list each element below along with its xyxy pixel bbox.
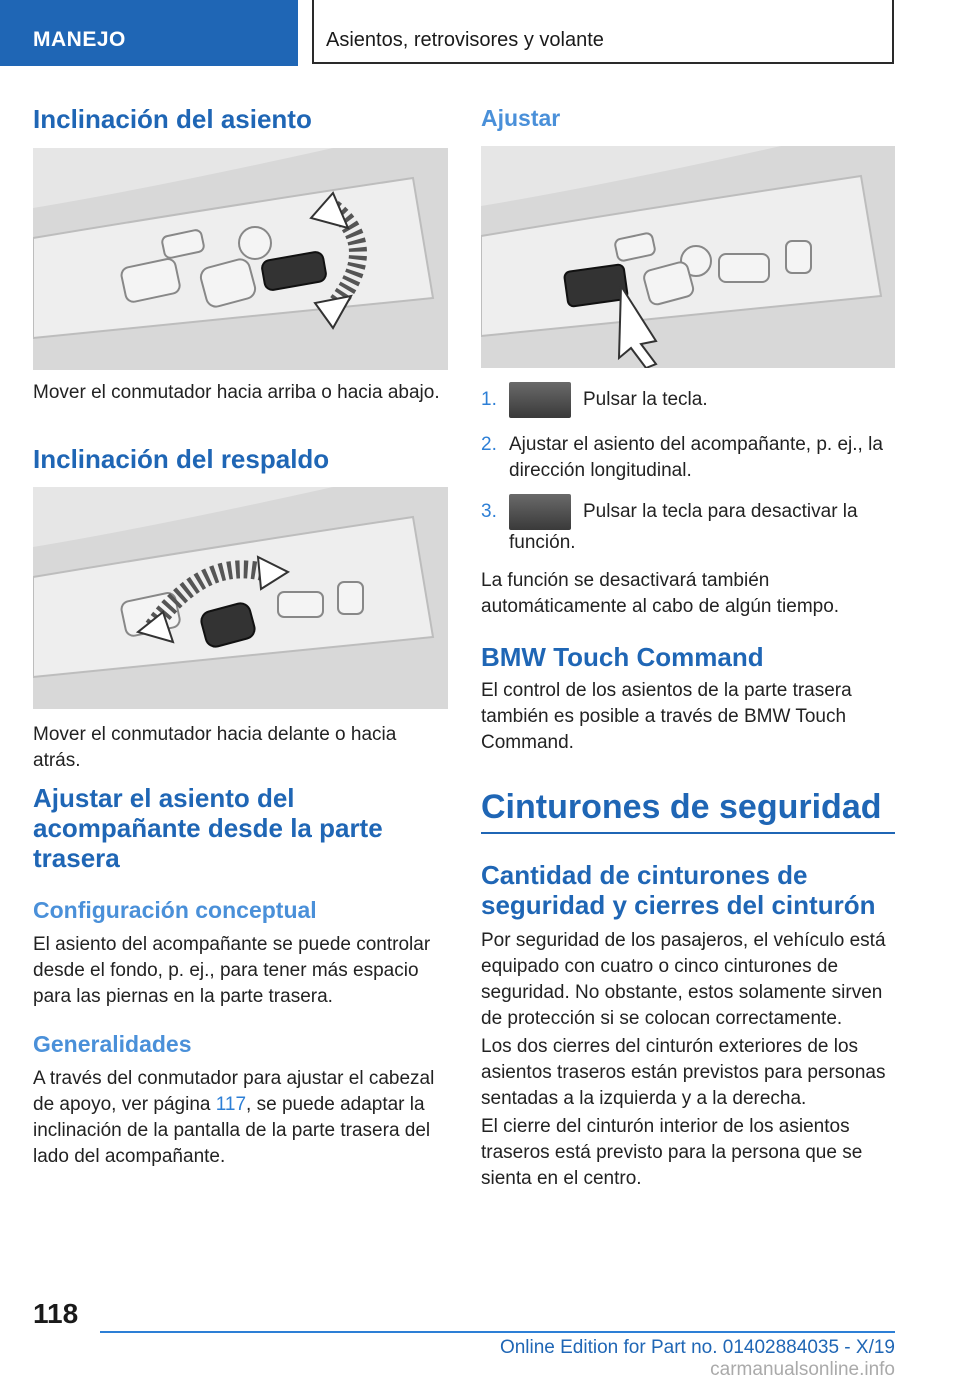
header-chapter-box	[312, 0, 894, 64]
footer-edition: Online Edition for Part no. 01402884035 - X/19 carmanualsonline.info	[499, 1337, 895, 1380]
page-number: 118	[33, 1298, 79, 1329]
heading-touch-command: BMW Touch Command	[481, 642, 764, 672]
heading-backrest-tilt: Inclinación del respaldo	[33, 444, 330, 474]
subheading-general: Generalidades	[33, 1031, 192, 1057]
header-section-tab	[0, 0, 298, 66]
heading-seat-belts: Cinturones de seguridad	[481, 788, 882, 826]
heading-seat-belts-wrap	[481, 788, 895, 834]
step-1: 1. Pulsar la tecla.	[481, 382, 895, 418]
step-2: 2. Ajustar el asiento del acompañante, p. ej., la dirección longitudinal.	[481, 434, 883, 481]
paragraph-belt-safety: Por seguridad de los pasajeros, el vehículo está equipado con cuatro o cinco cinturones de seguridad. No obstante, estos solamente sirven de protección si se colocan correctamente.	[481, 930, 886, 1029]
heading-belt-count: Cantidad de cinturones de seguridad y cierres del cinturón	[481, 860, 876, 920]
passenger-seat-button-illustration	[481, 146, 895, 368]
seat-tilt-illustration	[33, 148, 448, 370]
caption-backrest-tilt: Mover el conmutador hacia delante o hacia atrás.	[33, 724, 397, 771]
step-3: 3. Pulsar la tecla para desactivar la función.	[481, 494, 895, 556]
paragraph-general: A través del conmutador para ajustar el cabezal de apoyo, ver página 117, se puede adaptar la inclinación de la pantalla de la parte trasera del lado del acompañante.	[33, 1068, 435, 1167]
header-chapter: Asientos, retrovisores y volante	[326, 29, 604, 51]
heading-seat-tilt: Inclinación del asiento	[33, 104, 312, 134]
paragraph-touch-command: El control de los asientos de la parte trasera también es posible a través de BMW Touch Command.	[481, 680, 852, 753]
heading-adjust-passenger-seat: Ajustar el asiento del acompañante desde la parte trasera	[33, 783, 383, 873]
backrest-tilt-illustration	[33, 487, 448, 709]
paragraph-concept: El asiento del acompañante se puede controlar desde el fondo, p. ej., para tener más espacio para las piernas en la parte trasera.	[33, 934, 431, 1007]
paragraph-center-buckle: El cierre del cinturón interior de los asientos traseros está previsto para la persona que se sienta en el centro.	[481, 1116, 863, 1189]
subheading-adjust: Ajustar	[481, 105, 561, 131]
passenger-seat-button-icon	[509, 494, 571, 530]
footer-divider	[100, 1331, 895, 1333]
page-link-117[interactable]: 117	[215, 1094, 247, 1115]
passenger-seat-button-icon	[509, 382, 571, 418]
paragraph-outer-buckles: Los dos cierres del cinturón exteriores de los asientos traseros están previstos para personas sentadas a la izquierda y a la derecha.	[481, 1036, 886, 1109]
footer-watermark: carmanualsonline.info	[710, 1359, 895, 1380]
subheading-concept: Configuración conceptual	[33, 897, 317, 923]
header-section: MANEJO	[33, 28, 126, 51]
paragraph-auto-off: La función se desactivará también automáticamente al cabo de algún tiempo.	[481, 570, 840, 617]
caption-seat-tilt: Mover el conmutador hacia arriba o hacia abajo.	[33, 382, 440, 403]
